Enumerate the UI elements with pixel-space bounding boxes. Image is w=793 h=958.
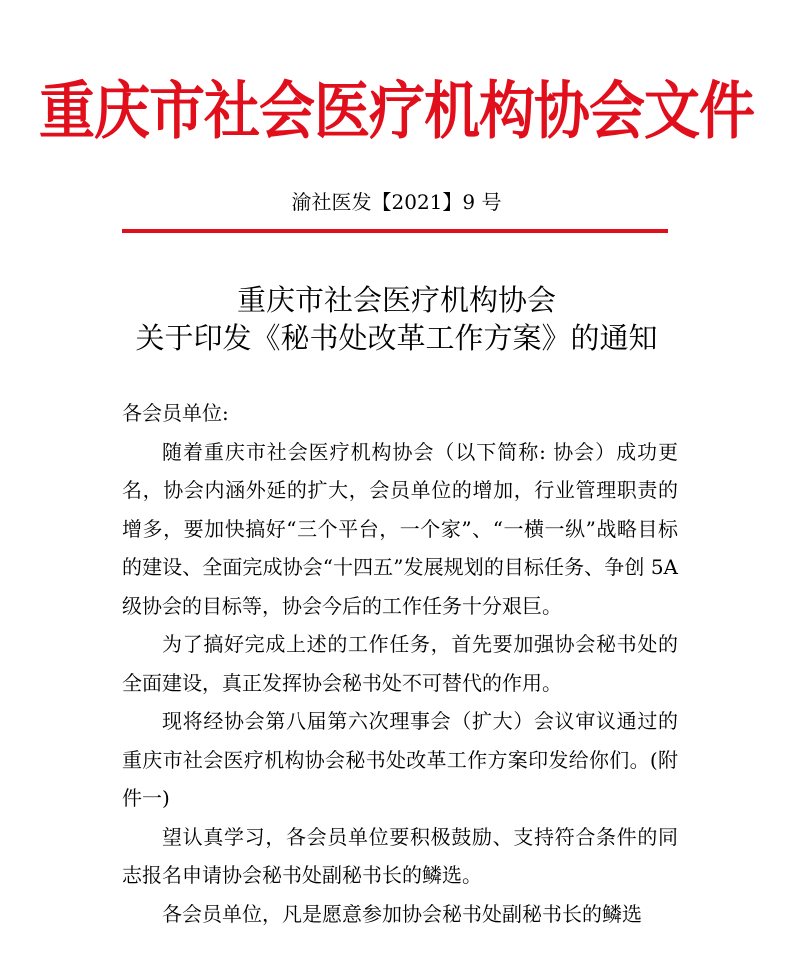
body-paragraph: 随着重庆市社会医疗机构协会（以下简称: 协会）成功更名，协会内涵外延的扩大，会员单位的增加，行业管理职责的增多，要加快搞好“三个平台，一个家”、“一横一纵”战略目标的建设、全面完成协会“十四五”发展规划的目标任务、争创 5A 级协会的目标等，协会今后的工作任务十分艰巨。 (122, 439, 678, 618)
body-paragraph: 为了搞好完成上述的工作任务，首先要加强协会秘书处的全面建设，真正发挥协会秘书处不可替代的作用。 (122, 632, 678, 695)
document-number: 渝社医发【2021】9 号 (291, 190, 502, 214)
notice-title-line-1: 重庆市社会医疗机构协会 (236, 283, 556, 317)
salutation: 各会员单位: (122, 401, 229, 425)
notice-body (122, 394, 678, 933)
notice-title-line-2: 关于印发《秘书处改革工作方案》的通知 (135, 321, 658, 355)
body-paragraph: 各会员单位，凡是愿意参加协会秘书处副秘书长的鳞选 (162, 901, 642, 926)
body-paragraph: 现将经协会第八届第六次理事会（扩大）会议审议通过的重庆市社会医疗机构协会秘书处改革工作方案印发给你们。(附件一) (122, 709, 678, 810)
red-divider-line (122, 229, 668, 233)
body-paragraph: 望认真学习，各会员单位要积极鼓励、支持符合条件的同志报名申请协会秘书处副秘书长的鳞选。 (122, 824, 678, 887)
document-header-title: 重庆市社会医疗机构协会文件 (39, 75, 754, 149)
